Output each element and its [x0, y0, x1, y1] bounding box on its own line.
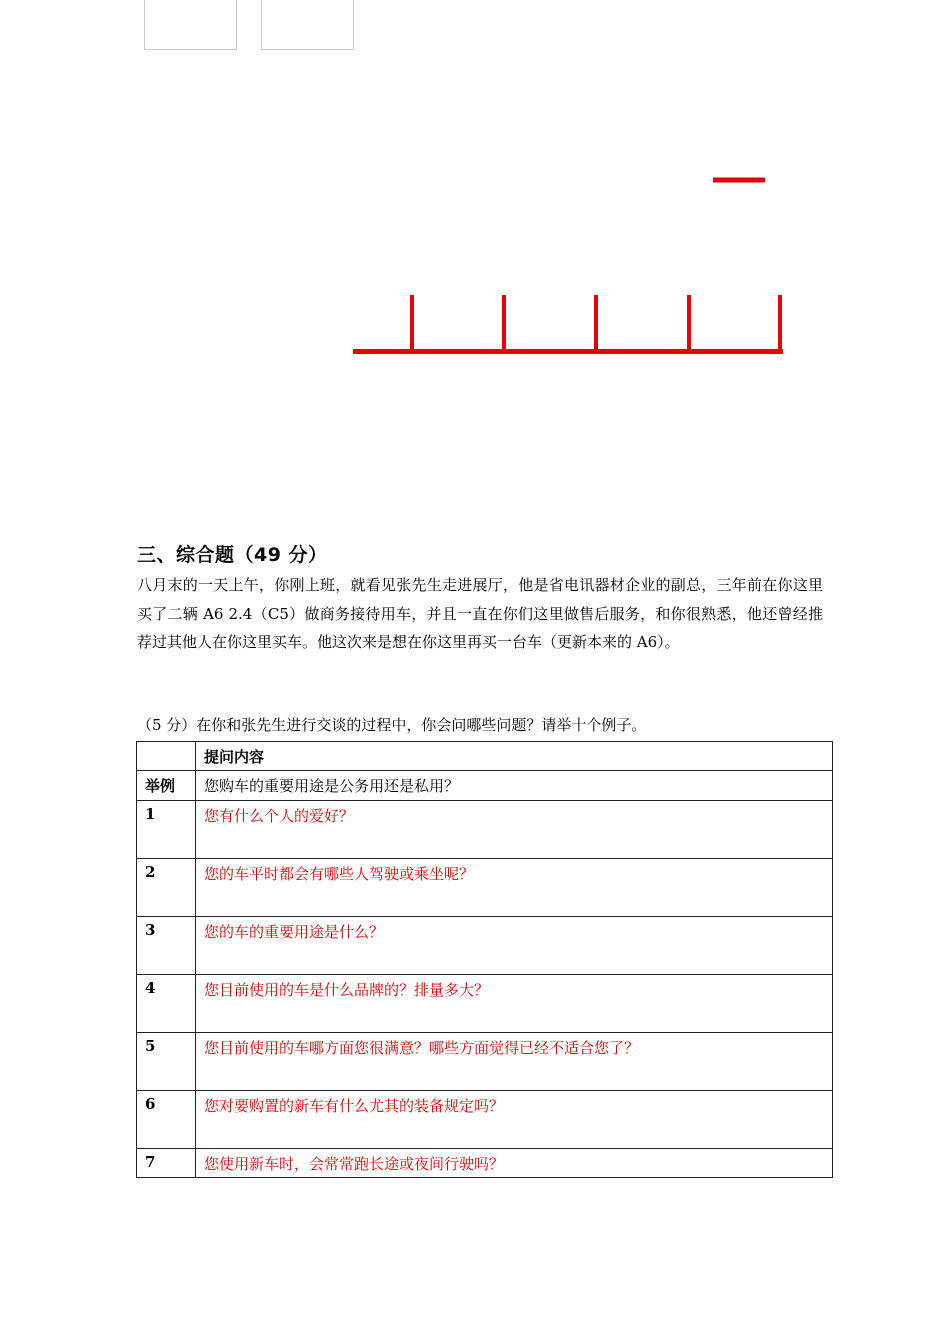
answer-text: 您有什么个人的爱好？: [196, 801, 833, 859]
answer-text: 您的车的重要用途是什么？: [196, 917, 833, 975]
row-number: 5: [137, 1033, 196, 1091]
row-number: 3: [137, 917, 196, 975]
answer-text: 您使用新车时，会常常跑长途或夜间行驶吗？: [196, 1149, 833, 1178]
row-number: 7: [137, 1149, 196, 1178]
table-row: [137, 917, 833, 975]
header-cell-empty: [137, 742, 196, 771]
table-row: [137, 975, 833, 1033]
section-title: 三、综合题（49 分）: [137, 544, 328, 566]
red-marks: [0, 0, 950, 540]
row-number: 6: [137, 1091, 196, 1149]
row-number: 1: [137, 801, 196, 859]
table-row: [137, 801, 833, 859]
table-row: [137, 1033, 833, 1091]
answer-text: 您对要购置的新车有什么尤其的装备规定吗？: [196, 1091, 833, 1149]
example-label: 举例: [137, 771, 196, 801]
answer-text: 您目前使用的车是什么品牌的？排量多大？: [196, 975, 833, 1033]
answer-text: 您的车平时都会有哪些人驾驶或乘坐呢？: [196, 859, 833, 917]
row-number: 4: [137, 975, 196, 1033]
answer-text: 您目前使用的车哪方面您很满意？哪些方面觉得已经不适合您了？: [196, 1033, 833, 1091]
table-row: [137, 1091, 833, 1149]
table-example-row: [137, 771, 833, 801]
question-prompt: （5 分）在你和张先生进行交谈的过程中，你会问哪些问题？请举十个例子。: [137, 716, 647, 734]
example-text: 您购车的重要用途是公务用还是私用？: [196, 771, 833, 801]
row-number: 2: [137, 859, 196, 917]
table-row: [137, 1149, 833, 1178]
table-row: [137, 859, 833, 917]
scenario-paragraph: 八月末的一天上午，你刚上班，就看见张先生走进展厅，他是省电讯器材企业的副总，三年前在你这里买了二辆 A6 2.4（C5）做商务接待用车，并且一直在你们这里做售后服务，和你很熟悉，他还曾经推荐过其他人在你这里买车。他这次来是想在你这里再买一台车（更新本来的 A6）。: [137, 576, 823, 651]
header-cell-content: 提问内容: [196, 742, 833, 771]
questions-table: [136, 741, 833, 1178]
table-header-row: [137, 742, 833, 771]
